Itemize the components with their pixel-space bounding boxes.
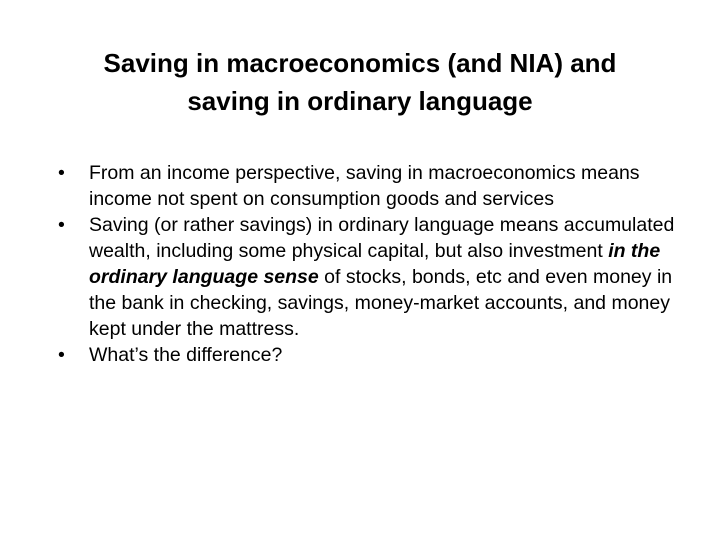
bullet-text-before: Saving (or rather savings) in ordinary language means accumulated wealth, including some physical capital, but also investment bbox=[89, 214, 675, 262]
bullet-text-after: of stocks, bonds, etc and even money in the bank in checking, savings, money-market accounts, and money kept under the mattress. bbox=[89, 266, 673, 340]
bullet-item-ordinary-language bbox=[55, 212, 675, 342]
bullet-text: From an income perspective, saving in macroeconomics means income not spent on consumption goods and services bbox=[89, 162, 640, 210]
bullet-icon: • bbox=[58, 162, 65, 184]
bullet-item-question bbox=[55, 342, 675, 368]
bullet-icon: • bbox=[58, 344, 65, 366]
bullet-list bbox=[55, 160, 675, 368]
slide-title-line-1: Saving in macroeconomics (and NIA) and bbox=[103, 48, 617, 78]
slide-title-line-2: saving in ordinary language bbox=[187, 86, 533, 116]
bullet-icon: • bbox=[58, 214, 65, 236]
bullet-text-emphasis: in the ordinary language sense bbox=[89, 240, 661, 288]
slide-title bbox=[20, 44, 700, 120]
bullet-text: What’s the difference? bbox=[89, 344, 283, 366]
bullet-item-income-perspective bbox=[55, 160, 675, 212]
